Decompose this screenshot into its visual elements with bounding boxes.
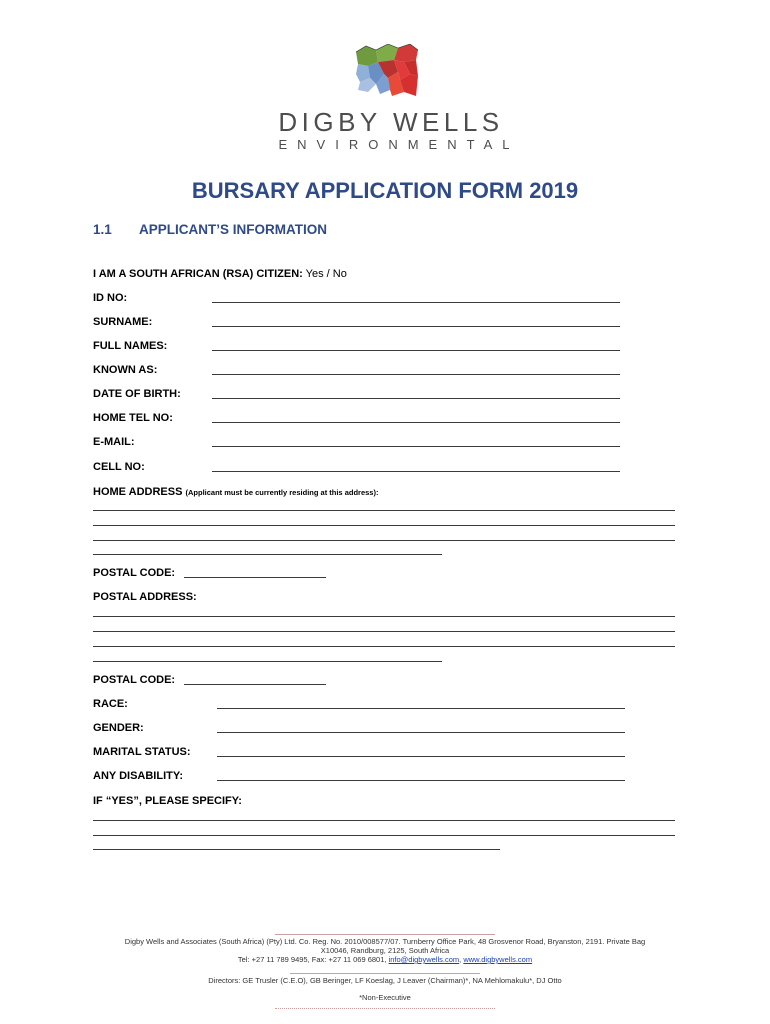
race-field[interactable] [217, 708, 625, 709]
postal-address-line-4[interactable] [93, 661, 442, 662]
specify-line-3[interactable] [93, 849, 500, 850]
home-address-note: (Applicant must be currently residing at this address): [185, 488, 379, 497]
race-label: RACE: [93, 698, 128, 710]
postal-code-label-1: POSTAL CODE: [93, 567, 176, 579]
section-title: APPLICANT’S INFORMATION [139, 222, 327, 237]
home-tel-field[interactable] [212, 422, 620, 423]
citizen-value[interactable]: Yes / No [305, 268, 347, 280]
gender-field[interactable] [217, 732, 625, 733]
digby-wells-logo [354, 44, 420, 102]
citizen-row [93, 268, 347, 280]
known-as-field[interactable] [212, 374, 620, 375]
full-names-field[interactable] [212, 350, 620, 351]
footer-divider-bottom [275, 1008, 495, 1009]
specify-line-1[interactable] [93, 820, 675, 821]
home-address-line-2[interactable] [93, 525, 675, 526]
footer-web-link[interactable]: www.digbywells.com [463, 955, 533, 964]
postal-address-line-3[interactable] [93, 646, 675, 647]
email-field[interactable] [212, 446, 620, 447]
dob-label: DATE OF BIRTH: [93, 388, 181, 400]
dob-field[interactable] [212, 398, 620, 399]
form-title: BURSARY APPLICATION FORM 2019 [191, 178, 579, 203]
postal-address-label: POSTAL ADDRESS: [93, 591, 197, 603]
home-address-line-4[interactable] [93, 554, 442, 555]
specify-line-2[interactable] [93, 835, 675, 836]
footer-company: Digby Wells and Associates (South Africa) (Pty) Ltd. Co. Reg. No. 2010/008577/07. Turnberry Office Park, 48 Grosvenor Road, Bryanston, 2191. Private Bag [124, 937, 646, 946]
footer-address: X10046, Randburg, 2125, South Africa [320, 946, 450, 955]
cell-field[interactable] [212, 471, 620, 472]
footer-divider-mid [290, 973, 480, 974]
surname-label: SURNAME: [93, 316, 153, 328]
cell-label: CELL NO: [93, 461, 145, 473]
home-tel-label: HOME TEL NO: [93, 412, 173, 424]
footer-non-executive: *Non-Executive [359, 993, 411, 1002]
footer-directors: Directors: GE Trusler (C.E.O), GB Beringer, LF Koeslag, J Leaver (Chairman)*, NA Mehlomakulu*, DJ Otto [208, 976, 562, 985]
disability-field[interactable] [217, 780, 625, 781]
email-label: E-MAIL: [93, 436, 135, 448]
home-address-line-3[interactable] [93, 540, 675, 541]
full-names-label: FULL NAMES: [93, 340, 168, 352]
home-address-label: HOME ADDRESS [93, 486, 183, 498]
brand-name: DIGBY WELLS [278, 107, 504, 137]
citizen-label: I AM A SOUTH AFRICAN (RSA) CITIZEN: [93, 268, 303, 280]
gender-label: GENDER: [93, 722, 144, 734]
specify-label: IF “YES”, PLEASE SPECIFY: [93, 795, 242, 807]
footer-tel-fax: Tel: +27 11 789 9495, Fax: +27 11 069 6801, [237, 955, 389, 964]
section-number: 1.1 [93, 222, 112, 237]
home-address-line-1[interactable] [93, 510, 675, 511]
surname-field[interactable] [212, 326, 620, 327]
known-as-label: KNOWN AS: [93, 364, 158, 376]
disability-label: ANY DISABILITY: [93, 770, 184, 782]
id-no-field[interactable] [212, 302, 620, 303]
postal-code-field-1[interactable] [184, 577, 326, 578]
marital-status-label: MARITAL STATUS: [93, 746, 191, 758]
brand-subtitle: ENVIRONMENTAL [278, 137, 520, 152]
postal-code-label-2: POSTAL CODE: [93, 674, 176, 686]
id-no-label: ID NO: [93, 292, 128, 304]
footer-divider-top [275, 934, 495, 935]
footer-email-link[interactable]: info@digbywells.com [388, 955, 460, 964]
footer-separator: , [459, 955, 464, 964]
postal-code-field-2[interactable] [184, 684, 326, 685]
postal-address-line-1[interactable] [93, 616, 675, 617]
home-address-heading [93, 486, 378, 498]
marital-status-field[interactable] [217, 756, 625, 757]
footer-contact [0, 955, 770, 964]
postal-address-line-2[interactable] [93, 631, 675, 632]
